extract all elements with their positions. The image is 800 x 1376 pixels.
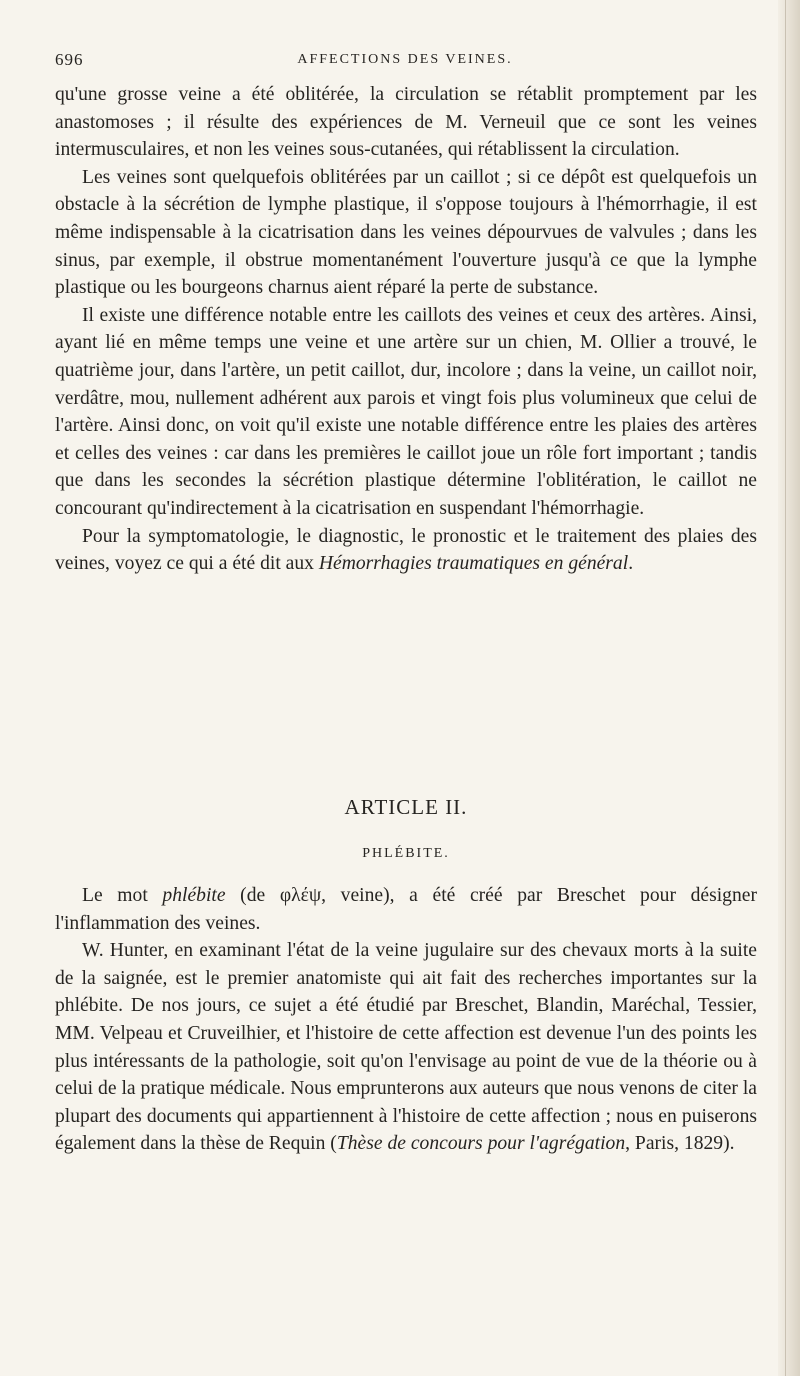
paragraph-6-tail: , Paris, 1829). xyxy=(625,1133,735,1155)
page-number: 696 xyxy=(55,50,84,69)
paragraph-6-italic-reference: Thèse de concours pour l'agrégation xyxy=(336,1133,626,1155)
running-head: AFFECTIONS DES VEINES. xyxy=(297,52,513,67)
page-edge-shadow xyxy=(778,0,800,1376)
page-edge-line xyxy=(785,0,786,1376)
paragraph-5-lead: Le mot xyxy=(82,885,163,906)
paragraph-4-italic-reference: Hémorrhagies traumatiques en général xyxy=(318,553,629,575)
paragraph-1 xyxy=(55,81,757,164)
paragraph-6-lead: W. Hunter, en examinant l'état de la veine jugulaire sur des chevaux morts à la suite de la saignée, est le premier anatomiste qui ait fait des recherches importantes sur la phlébite. De nos jours, ce sujet a été étudié par Breschet, Blandin, Maréchal, Tessier, MM. Velpeau et Cruveilhier, et l'histoire de cette affection est devenue l'un des points les plus intéressants de la pathologie, soit qu'on l'envisage au point de vue de la théorie ou à celui de la pratique médicale. Nous emprunterons aux auteurs que nous venons de citer la plupart des documents qui appartiennent à l'histoire de cette affection ; nous en puiserons également dans la thèse de Requin ( xyxy=(55,940,757,1155)
paragraph-5-tail: (de φλέψ, veine), a été créé par Breschet pour désigner l'inflammation des veines. xyxy=(55,885,757,934)
page-header xyxy=(55,50,755,78)
paragraph-4-text: Pour la symptomatologie, le diagnostic, le pronostic et le traitement des plaies des veines, voyez ce qui a été dit aux xyxy=(55,525,757,575)
paragraph-5-italic-term: phlébite xyxy=(162,885,226,906)
paragraph-3 xyxy=(55,302,757,523)
paragraph-2 xyxy=(55,164,757,302)
text-block-before-article xyxy=(55,81,757,578)
paragraph-5 xyxy=(55,882,757,937)
paragraph-4-tail: . xyxy=(628,553,634,575)
text-block-after-article xyxy=(55,882,757,1158)
paragraph-6 xyxy=(55,937,757,1158)
article-heading: ARTICLE II. xyxy=(344,795,468,819)
article-subheading: PHLÉBITE. xyxy=(362,846,450,861)
paragraph-2-text: Les veines sont quelquefois oblitérées par un caillot ; si ce dépôt est quelquefois un obstacle à la sécrétion de lymphe plastique, il s'oppose toujours à l'hémorrhagie, il est même indispensable à la cicatrisation dans les veines dépourvues de valvules ; dans les sinus, par exemple, il obstrue momentanément l'ouverture jusqu'à ce que la lymphe plastique ou les bourgeons charnus aient réparé la perte de substance. xyxy=(55,166,757,299)
paragraph-3-text: Il existe une différence notable entre les caillots des veines et ceux des artères. Ainsi, ayant lié en même temps une veine et une artère sur un chien, M. Ollier a trouvé, le quatrième jour, dans l'artère, un petit caillot, dur, incolore ; dans la veine, un caillot noir, verdâtre, mou, nullement adhérent aux parois et vingt fois plus volumineux que celui de l'artère. Ainsi donc, on voit qu'il existe une notable différence entre les plaies des artères et celles des veines : car dans les premières le caillot joue un rôle fort important ; tandis que dans les secondes la sécrétion plastique détermine l'oblitération, le caillot ne concourant qu'indirectement à la cicatrisation en suspendant l'hémorrhagie. xyxy=(55,304,757,519)
paragraph-4 xyxy=(55,523,757,578)
paragraph-1-text: qu'une grosse veine a été oblitérée, la circulation se rétablit promptement par les anastomoses ; il résulte des expériences de M. Verneuil que ce sont les veines intermusculaires, et non les veines sous-cutanées, qui rétablissent la circulation. xyxy=(55,84,757,161)
